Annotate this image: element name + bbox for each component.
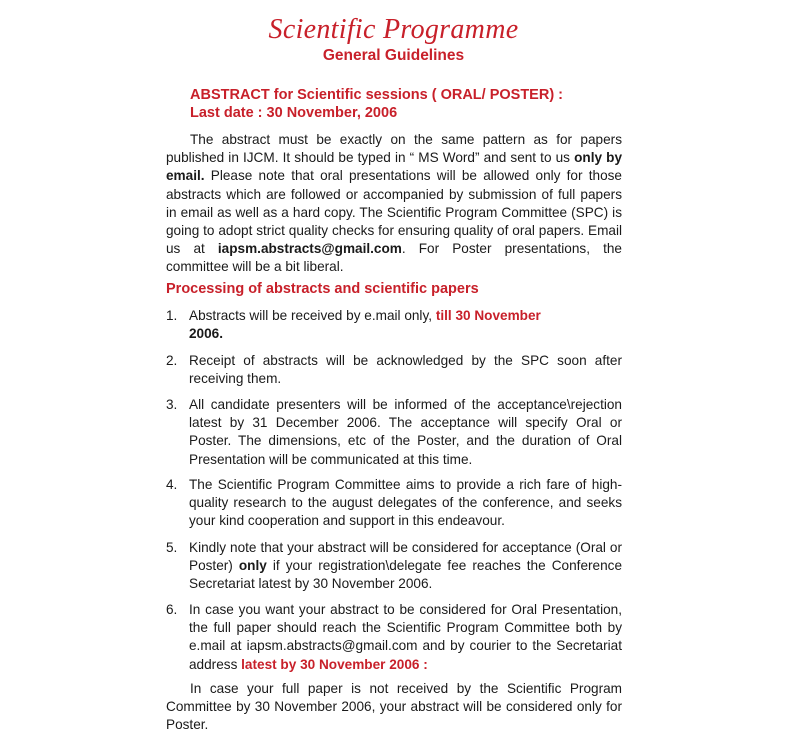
list-item-number: 5. (166, 540, 178, 555)
list-item-text: The Scientific Program Committee aims to provide a rich fare of high-quality research to the august delegates of the conference, and seeks your kind cooperation and support in this endeavour. (189, 477, 622, 529)
abstract-text-email-only: only by email. (166, 150, 623, 184)
abstract-text-d: . For Poster presentations, the committee will be a bit liberal. (166, 241, 622, 275)
abstract-text-a: The abstract must be exactly on the same pattern as for papers published in IJCM. It should be typed in “ MS Word” and sent to us (166, 132, 622, 166)
list-item (166, 307, 622, 343)
abstract-email-address: iapsm.abstracts@gmail.com (217, 241, 402, 257)
item-5-text-c: if your registration\delegate fee reaches the Conference Secretariat latest by 30 November 2006. (189, 558, 623, 592)
item-5-only: only (238, 558, 267, 574)
item-5-text-a: Kindly note that your abstract will be considered for acceptance (Oral or Poster) (189, 540, 622, 574)
list-item-number: 1. (166, 308, 178, 323)
item-1-deadline: till 30 November (435, 308, 541, 323)
page-subtitle: General Guidelines (322, 47, 465, 64)
abstract-deadline: Last date : 30 November, 2006 (190, 105, 398, 121)
processing-heading: Processing of abstracts and scientific papers (166, 281, 479, 297)
list-item (166, 476, 622, 531)
list-item (166, 539, 622, 594)
abstract-heading (190, 86, 563, 122)
item-1-year: 2006. (189, 326, 224, 342)
list-item-number: 2. (166, 353, 178, 368)
closing-paragraph: In case your full paper is not received by the Scientific Program Committee by 30 November 2006, your abstract will be considered only for Poster. (166, 681, 622, 733)
list-item (166, 601, 622, 674)
item-6-deadline: latest by 30 November 2006 : (241, 656, 428, 672)
page-title: Scientific Programme (268, 14, 519, 45)
abstract-heading-line1: ABSTRACT for Scientific sessions ( ORAL/ POSTER) : (190, 87, 564, 103)
list-item (166, 352, 622, 388)
list-item-text (189, 307, 622, 343)
list-item-text (189, 539, 622, 594)
list-item-text: Receipt of abstracts will be acknowledged by the SPC soon after receiving them. (189, 353, 622, 387)
list-item-number: 6. (166, 602, 178, 617)
list-item (166, 396, 622, 469)
list-item-number: 4. (166, 477, 178, 492)
list-item-text (189, 601, 622, 674)
abstract-paragraph (166, 131, 622, 277)
list-item-number: 3. (166, 397, 178, 412)
item-1-text: Abstracts will be received by e.mail only, (189, 308, 436, 323)
item-6-text: In case you want your abstract to be considered for Oral Presentation, the full paper should reach the Scientific Program Committee both by e.mail at iapsm.abstracts@gmail.com and by courier to the Secretariat address (189, 602, 622, 672)
abstract-text-c: Please note that oral presentations will be allowed only for those abstracts which are followed or accompanied by submission of full papers in email as well as a hard copy. The Scientific Program Committee (SPC) is going to adopt strict quality checks for ensuring quality of oral papers. Email us at (166, 168, 622, 257)
list-item-text: All candidate presenters will be informed of the acceptance\rejection latest by 31 December 2006. The acceptance will specify Oral or Poster. The dimensions, etc of the Poster, and the duration of Oral Presentation will be communicated at this time. (189, 397, 622, 467)
